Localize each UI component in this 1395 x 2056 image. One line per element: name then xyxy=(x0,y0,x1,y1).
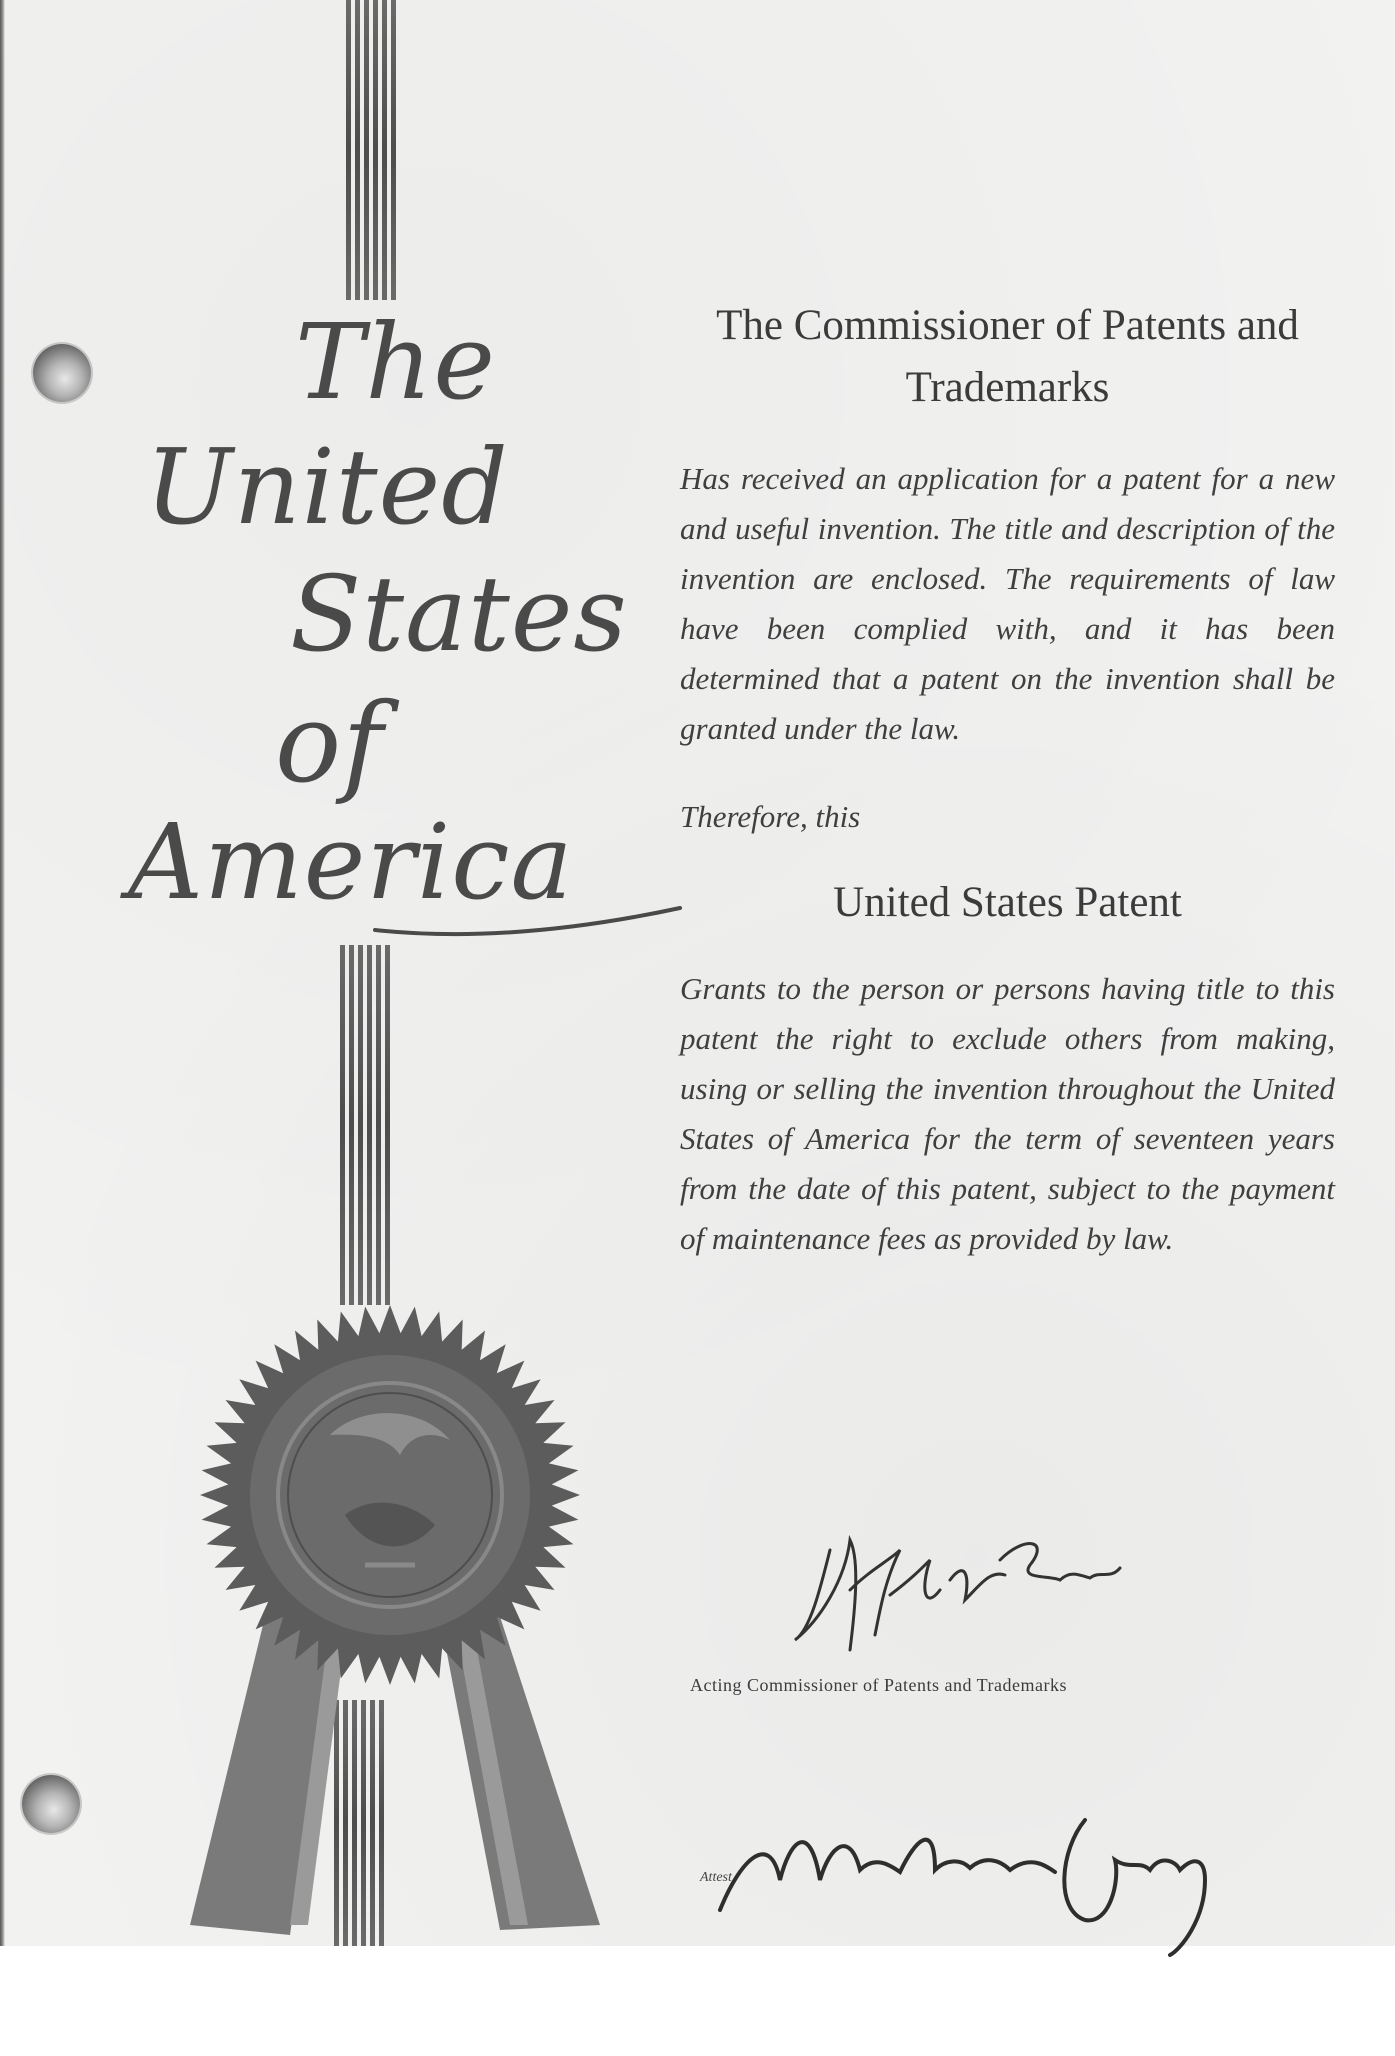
grant-paragraph-2: Grants to the person or persons having title to this patent the right to exclude others from making, using or selling the invention throughout the United States of America for the term of seventeen years from the date of this patent, subject to the payment of maintenance fees as provided by law. xyxy=(680,971,1335,1256)
title-flourish xyxy=(370,900,690,940)
title-word-the: The xyxy=(295,301,496,423)
decorative-stripes-middle xyxy=(340,945,390,1305)
punch-hole-bottom xyxy=(22,1775,80,1833)
decorative-stripes-top xyxy=(346,0,396,300)
grant-paragraph-1: Has received an application for a patent for a new and useful invention. The title and description of the invention are enclosed. The requirements of law have been complied with, and it has been determined that a patent on the invention shall be granted under the law. xyxy=(680,461,1335,746)
title-word-america: America xyxy=(128,801,574,923)
commissioner-heading: The Commissioner of Patents and Trademarks xyxy=(716,302,1299,411)
gold-seal-with-ribbon xyxy=(130,1265,650,1945)
calligraphic-title xyxy=(120,300,628,940)
attest-label: Attest xyxy=(700,1870,732,1885)
patent-title: United States Patent xyxy=(833,879,1182,926)
title-word-united: United xyxy=(145,426,509,548)
attest-signature xyxy=(700,1760,1220,1960)
therefore-line: Therefore, this xyxy=(680,799,861,834)
commissioner-title: Acting Commissioner of Patents and Trademarks xyxy=(690,1675,1067,1695)
commissioner-signature xyxy=(790,1520,1130,1660)
title-word-of: of xyxy=(275,679,384,807)
page-left-edge xyxy=(0,0,5,1946)
title-word-states: States xyxy=(290,553,628,675)
certificate-text-column xyxy=(680,295,1335,1264)
seal-disc xyxy=(250,1355,530,1635)
punch-hole-top xyxy=(33,344,91,402)
